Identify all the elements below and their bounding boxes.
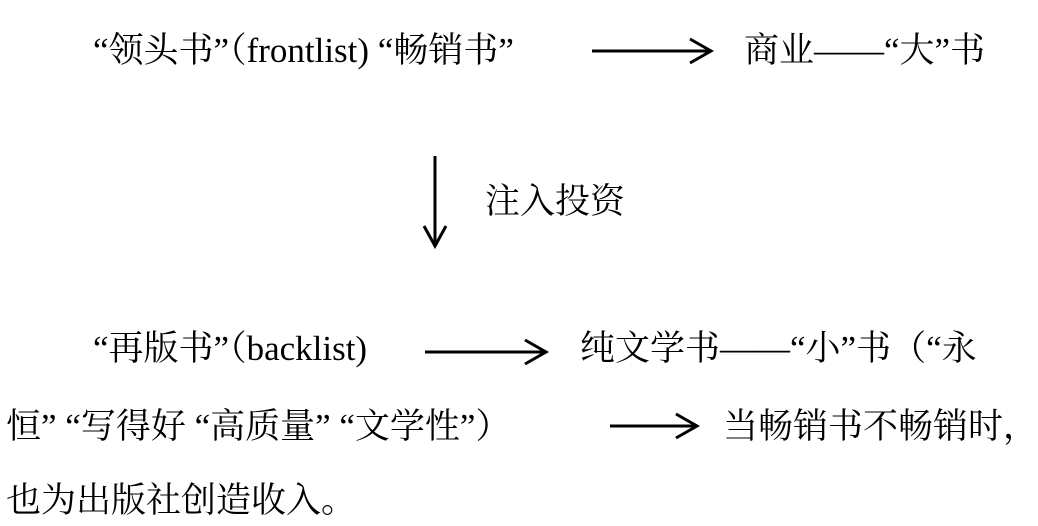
bestseller-decline-label: 当畅销书不畅销时， — [723, 407, 1038, 446]
right-arrow-icon — [608, 411, 702, 441]
frontlist-bestseller-label: “领头书”（frontlist) “畅销书” — [93, 31, 514, 70]
down-arrow-icon — [417, 154, 453, 250]
pure-literature-small-book-label: 纯文学书——“小”书（“永 — [580, 329, 977, 368]
backlist-label: “再版书”（backlist) — [93, 329, 368, 368]
right-arrow-icon — [423, 337, 551, 367]
literary-qualities-label: 恒” “写得好 “高质量” “文学性”） — [6, 407, 511, 446]
publisher-revenue-label: 也为出版社创造收入。 — [6, 481, 357, 520]
right-arrow-icon — [590, 36, 716, 66]
commercial-big-book-label: 商业——“大”书 — [744, 31, 986, 70]
investment-label: 注入投资 — [485, 182, 626, 221]
